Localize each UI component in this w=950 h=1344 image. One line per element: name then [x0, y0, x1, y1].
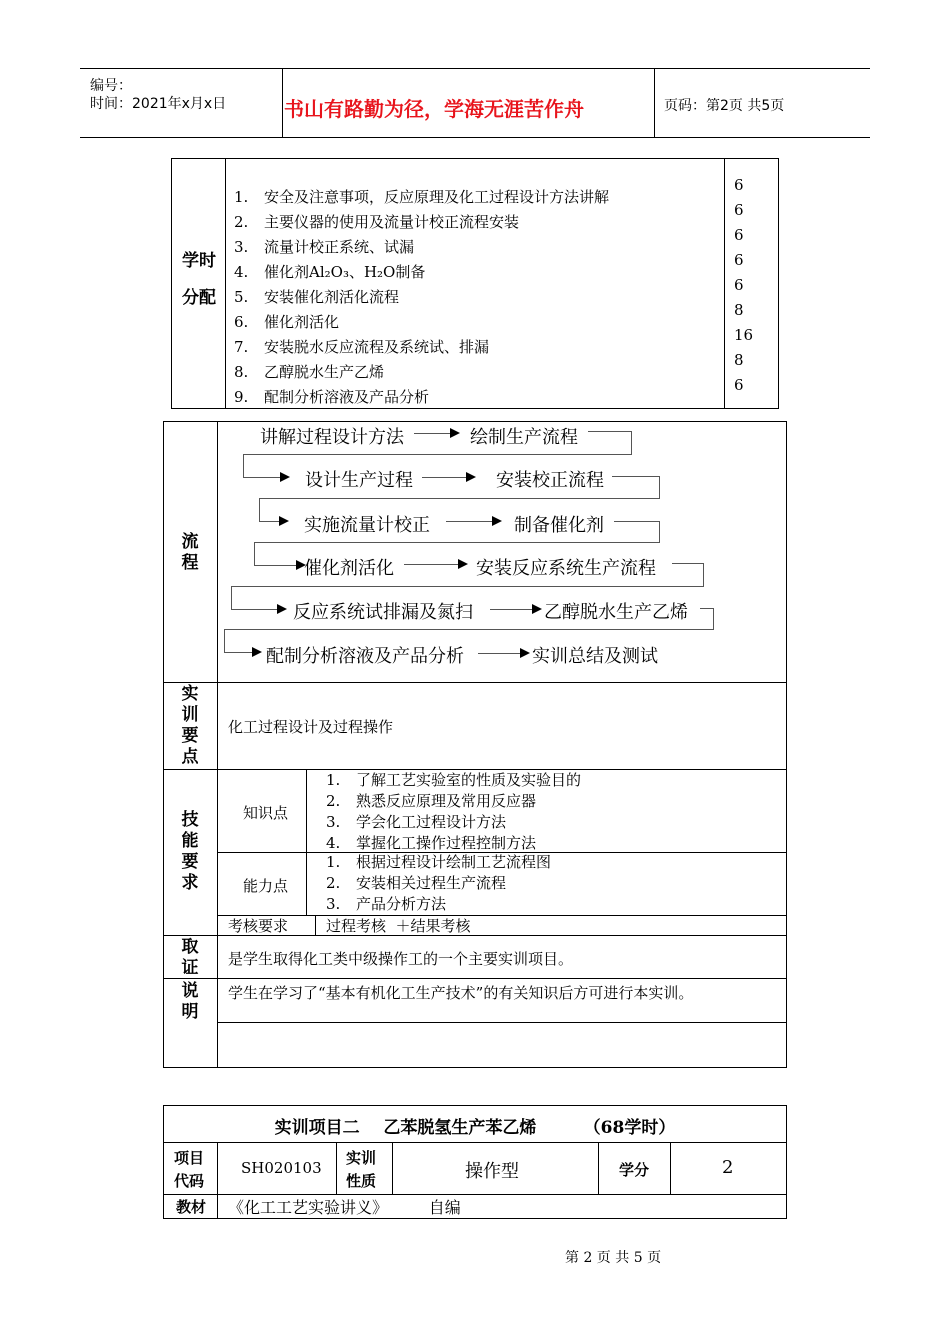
skills-label	[180, 810, 200, 894]
hours-label-line2: 分配	[182, 288, 216, 308]
page-header	[80, 68, 870, 138]
knowledge-item-number: 2.	[326, 792, 341, 810]
label-line: 性质	[346, 1172, 377, 1190]
header-page-info: 页码：第2页 共5页	[664, 98, 785, 114]
label-line: 代码	[174, 1172, 205, 1190]
arrow-right-icon	[280, 472, 290, 482]
arrow-right-icon	[492, 516, 502, 526]
ability-item-text: 产品分析方法	[356, 895, 447, 913]
ability-label: 能力点	[243, 877, 289, 895]
hours-item	[234, 260, 609, 285]
hours-item	[234, 360, 609, 385]
hours-item-value: 6	[734, 251, 744, 269]
key-points-text: 化工过程设计及过程操作	[228, 718, 394, 736]
project2-title: 实训项目二 乙苯脱氢生产苯乙烯 （68学时）	[274, 1118, 676, 1138]
flow-step: 安装校正流程	[496, 470, 604, 491]
hours-item-value: 8	[734, 351, 744, 369]
header-time: 时间：2021年x月x日	[90, 96, 227, 112]
hours-item-text: 流量计校正系统、试漏	[264, 238, 415, 256]
key-points-label	[180, 684, 200, 768]
hours-item-value: 8	[734, 301, 744, 319]
credit-label: 学分	[619, 1161, 650, 1179]
flow-step: 实训总结及测试	[532, 646, 658, 667]
ability-item	[326, 894, 551, 915]
ability-item	[326, 873, 551, 894]
header-code: 编号：	[90, 78, 132, 94]
arrow-right-icon	[279, 516, 289, 526]
arrow-right-icon	[532, 604, 542, 614]
assessment-label: 考核要求	[228, 917, 289, 935]
flow-step: 制备催化剂	[514, 515, 604, 536]
ability-item-text: 根据过程设计绘制工艺流程图	[356, 853, 552, 871]
hours-item-text: 安装催化剂活化流程	[264, 288, 400, 306]
knowledge-item-number: 1.	[326, 771, 341, 789]
knowledge-item	[326, 770, 581, 791]
label-char: 明	[181, 1002, 199, 1022]
hours-item	[234, 335, 609, 360]
header-divider	[282, 69, 283, 137]
hours-item-text: 乙醇脱水生产乙烯	[264, 363, 385, 381]
hours-item	[234, 385, 609, 410]
hours-item-value: 6	[734, 376, 744, 394]
notes-label	[180, 981, 200, 1023]
hours-item-number: 6.	[234, 313, 249, 331]
hours-item-text: 催化剂Al₂O₃、H₂O制备	[264, 263, 426, 281]
ability-item-number: 1.	[326, 853, 341, 871]
flow-step: 讲解过程设计方法	[260, 427, 404, 448]
certificate-label	[180, 937, 200, 979]
knowledge-item-text: 熟悉反应原理及常用反应器	[356, 792, 537, 810]
arrow-right-icon	[520, 648, 530, 658]
label-char: 说	[181, 981, 199, 1001]
label-char: 实	[181, 684, 199, 704]
knowledge-item	[326, 833, 581, 854]
knowledge-item	[326, 812, 581, 833]
flow-step: 绘制生产流程	[470, 427, 578, 448]
hours-item-number: 8.	[234, 363, 249, 381]
hours-label	[180, 251, 218, 309]
label-line: 实训	[346, 1149, 377, 1167]
knowledge-item-number: 3.	[326, 813, 341, 831]
hours-item	[234, 210, 609, 235]
ability-item-text: 安装相关过程生产流程	[356, 874, 507, 892]
label-char: 点	[181, 747, 199, 767]
textbook-value: 《化工工艺实验讲义》 自编	[228, 1198, 461, 1217]
flow-step: 乙醇脱水生产乙烯	[544, 602, 688, 623]
project-code-value: SH020103	[241, 1159, 322, 1177]
hours-item-number: 5.	[234, 288, 249, 306]
flow-label-char: 流	[181, 532, 199, 552]
label-char: 取	[181, 937, 199, 957]
knowledge-item	[326, 791, 581, 812]
arrow-right-icon	[252, 647, 262, 657]
label-char: 证	[181, 958, 199, 978]
textbook-label: 教材	[176, 1198, 207, 1216]
knowledge-item-text: 学会化工过程设计方法	[356, 813, 507, 831]
knowledge-label: 知识点	[243, 804, 289, 822]
header-motto: 书山有路勤为径，学海无涯苦作舟	[284, 97, 584, 121]
hours-item-value: 6	[734, 226, 744, 244]
hours-item-text: 主要仪器的使用及流量计校正流程安装	[264, 213, 520, 231]
hours-item-value: 16	[734, 326, 754, 344]
ability-item-number: 2.	[326, 874, 341, 892]
hours-values	[734, 173, 753, 398]
ability-list	[326, 852, 551, 915]
hours-item-number: 7.	[234, 338, 249, 356]
arrow-right-icon	[466, 472, 476, 482]
hours-item-number: 3.	[234, 238, 249, 256]
label-char: 能	[181, 831, 199, 851]
ability-item-number: 3.	[326, 895, 341, 913]
knowledge-item-number: 4.	[326, 834, 341, 852]
nature-value: 操作型	[465, 1161, 519, 1182]
hours-item-value: 6	[734, 176, 744, 194]
hours-item-number: 4.	[234, 263, 249, 281]
hours-item	[234, 310, 609, 335]
flow-step: 催化剂活化	[304, 558, 394, 579]
hours-item	[234, 235, 609, 260]
label-char: 要	[181, 852, 199, 872]
knowledge-item-text: 掌握化工操作过程控制方法	[356, 834, 537, 852]
label-char: 训	[181, 705, 199, 725]
arrow-right-icon	[458, 559, 468, 569]
arrow-right-icon	[277, 604, 287, 614]
nature-label	[346, 1147, 376, 1193]
label-char: 技	[181, 810, 199, 830]
knowledge-list	[326, 770, 581, 854]
flow-step: 安装反应系统生产流程	[476, 558, 656, 579]
flow-step: 反应系统试排漏及氮扫	[293, 602, 473, 623]
hours-item-number: 9.	[234, 388, 249, 406]
ability-item	[326, 852, 551, 873]
flow-step: 配制分析溶液及产品分析	[266, 646, 464, 667]
knowledge-item-text: 了解工艺实验室的性质及实验目的	[356, 771, 582, 789]
label-line: 项目	[174, 1149, 205, 1167]
certificate-text: 是学生取得化工类中级操作工的一个主要实训项目。	[228, 950, 574, 968]
hours-list	[234, 185, 609, 410]
main-table	[163, 421, 787, 1068]
flow-step: 实施流量计校正	[304, 515, 430, 536]
hours-table	[171, 158, 779, 409]
hours-item-number: 2.	[234, 213, 249, 231]
footer-page: 第 2 页 共 5 页	[565, 1250, 662, 1266]
hours-label-line1: 学时	[182, 251, 216, 271]
label-char: 求	[181, 873, 199, 893]
hours-item-text: 催化剂活化	[264, 313, 340, 331]
hours-item-text: 安全及注意事项，反应原理及化工过程设计方法讲解	[264, 188, 610, 206]
flow-step: 设计生产过程	[305, 470, 413, 491]
hours-item-text: 配制分析溶液及产品分析	[264, 388, 430, 406]
assessment-text: 过程考核 ＋结果考核	[326, 917, 471, 935]
hours-item	[234, 185, 609, 210]
arrow-right-icon	[296, 560, 306, 570]
hours-item-text: 安装脱水反应流程及系统试、排漏	[264, 338, 490, 356]
hours-item	[234, 285, 609, 310]
label-char: 要	[181, 726, 199, 746]
header-divider	[654, 69, 655, 137]
hours-item-value: 6	[734, 201, 744, 219]
flow-label-char: 程	[181, 553, 199, 573]
hours-item-value: 6	[734, 276, 744, 294]
project-code-label	[174, 1147, 204, 1193]
hours-item-number: 1.	[234, 188, 249, 206]
flow-label	[180, 532, 200, 574]
notes-text: 学生在学习了“基本有机化工生产技术”的有关知识后方可进行本实训。	[228, 984, 694, 1002]
arrow-right-icon	[450, 428, 460, 438]
credit-value: 2	[722, 1157, 734, 1178]
